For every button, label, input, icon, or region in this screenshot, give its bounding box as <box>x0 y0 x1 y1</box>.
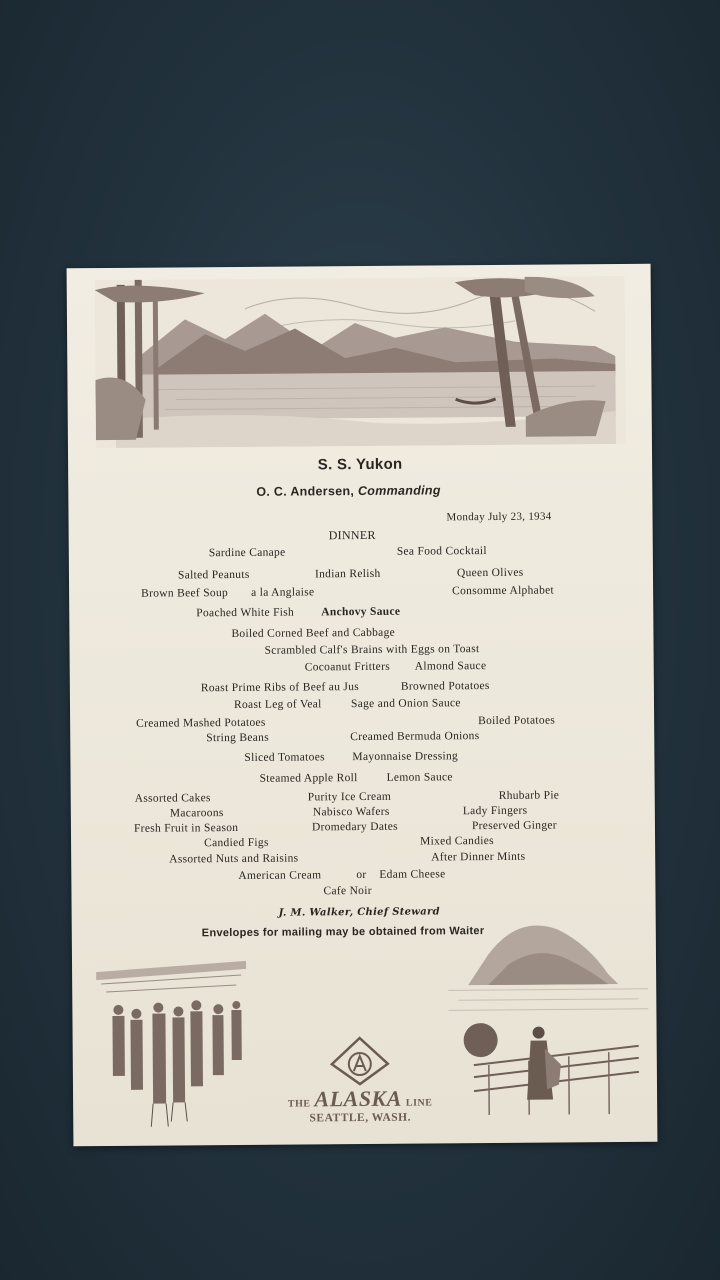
menu-item: Assorted Cakes <box>134 792 211 805</box>
logo-the: THE <box>287 1098 311 1110</box>
menu-item: a la Anglaise <box>251 586 315 599</box>
menu-card <box>67 264 658 1147</box>
logo-alaska: ALASKA <box>314 1085 402 1112</box>
menu-item: Rhubarb Pie <box>498 789 560 802</box>
menu-item: Assorted Nuts and Raisins <box>169 852 299 866</box>
menu-item: Poached White Fish <box>196 606 295 620</box>
menu-item: Boiled Corned Beef and Cabbage <box>231 626 396 641</box>
menu-item: Lady Fingers <box>462 804 528 818</box>
captain-line <box>256 483 441 498</box>
logo-line-word: LINE <box>405 1097 433 1109</box>
menu-item: After Dinner Mints <box>431 850 526 864</box>
menu-item: Roast Prime Ribs of Beef au Jus <box>200 681 360 695</box>
envelopes-note: Envelopes for mailing may be obtained from Waiter <box>201 925 485 940</box>
menu-item: Sliced Tomatoes <box>244 751 325 764</box>
captain-role: Commanding <box>357 483 441 499</box>
alaska-line-logo <box>285 1035 436 1124</box>
menu-item: Creamed Bermuda Onions <box>350 730 480 744</box>
menu-date: Monday July 23, 1934 <box>446 510 552 524</box>
menu-item: Fresh Fruit in Season <box>133 821 239 835</box>
menu-item: Dromedary Dates <box>311 820 398 834</box>
menu-item: or <box>356 868 367 882</box>
menu-item: Browned Potatoes <box>400 679 490 693</box>
steward-signature: J. M. Walker, Chief Steward <box>278 906 440 919</box>
menu-item: Brown Beef Soup <box>141 587 229 600</box>
menu-item: Scrambled Calf's Brains with Eggs on Toast <box>264 643 480 657</box>
menu-item: Preserved Ginger <box>471 819 557 833</box>
menu-item: Sea Food Cocktail <box>396 545 487 558</box>
menu-item: Roast Leg of Veal <box>233 698 322 712</box>
menu-item: Sardine Canape <box>208 546 286 560</box>
menu-item: Indian Relish <box>314 567 381 581</box>
menu-item: Boiled Potatoes <box>478 714 556 728</box>
ship-rail-illustration <box>448 914 650 1128</box>
menu-item: Mixed Candies <box>420 834 494 848</box>
menu-item: Anchovy Sauce <box>321 605 401 619</box>
menu-item: Sage and Onion Sauce <box>350 697 461 711</box>
menu-item: Purity Ice Cream <box>307 790 392 804</box>
deck-passengers-illustration <box>96 961 259 1132</box>
menu-item: Almond Sauce <box>414 660 487 673</box>
menu-item: String Beans <box>206 731 270 745</box>
menu-item: American Cream <box>238 869 322 882</box>
menu-item: Cafe Noir <box>323 884 372 898</box>
captain-name: O. C. Andersen, <box>256 484 355 499</box>
menu-item: Queen Olives <box>456 566 524 580</box>
menu-item: Steamed Apple Roll <box>259 772 358 785</box>
lake-landscape-illustration <box>95 276 626 448</box>
menu-item: Consomme Alphabet <box>452 584 555 598</box>
menu-item: Edam Cheese <box>379 868 446 881</box>
meal-heading: DINNER <box>328 527 376 543</box>
menu-item: Mayonnaise Dressing <box>352 750 459 764</box>
menu-item: Lemon Sauce <box>386 771 453 784</box>
menu-item: Salted Peanuts <box>177 568 250 582</box>
menu-item: Nabisco Wafers <box>312 805 390 819</box>
ship-name: S. S. Yukon <box>317 455 403 474</box>
menu-item: Candied Figs <box>204 836 269 850</box>
menu-item: Macaroons <box>169 807 224 820</box>
menu-item: Cocoanut Fritters <box>304 660 391 674</box>
logo-city: SEATTLE, WASH. <box>309 1111 412 1125</box>
menu-item: Creamed Mashed Potatoes <box>136 716 266 730</box>
company-badge-icon <box>330 1036 390 1086</box>
